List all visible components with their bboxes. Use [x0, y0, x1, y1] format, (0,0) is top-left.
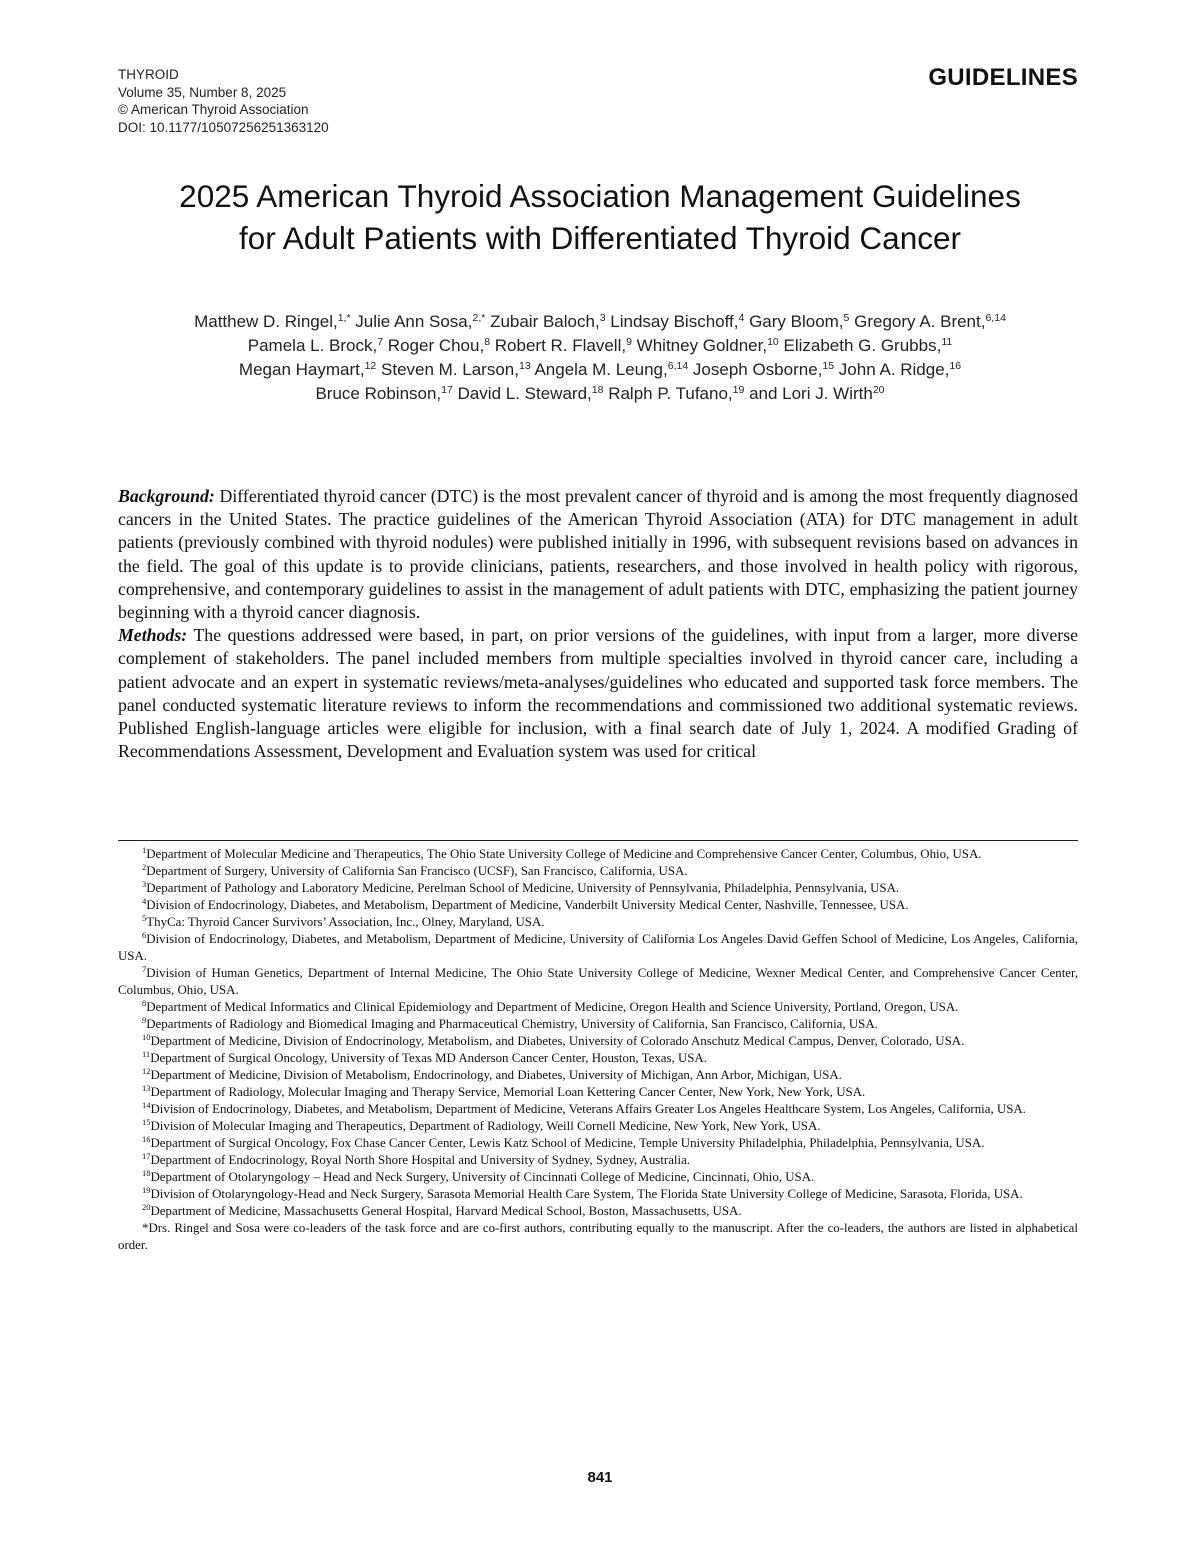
- footnote-text: Department of Surgical Oncology, Fox Chase Cancer Center, Lewis Katz School of Medicine, Temple University Philadelphia, Philadelphia, Pennsylvania, USA.: [150, 1136, 985, 1150]
- footnote-text: Division of Molecular Imaging and Therapeutics, Department of Radiology, Weill Cornell Medicine, New York, New York, USA.: [150, 1119, 821, 1133]
- author-name: Gregory A. Brent,: [854, 312, 986, 331]
- footnote-text: Department of Molecular Medicine and Therapeutics, The Ohio State University College of Medicine and Comprehensive Cancer Center, Columbus, Ohio, USA.: [146, 847, 982, 861]
- author-name: Bruce Robinson,: [315, 384, 442, 403]
- author-name: David L. Steward,: [457, 384, 592, 403]
- author-name: Roger Chou,: [387, 336, 485, 355]
- author-affiliation-marker: 12: [364, 360, 377, 372]
- affiliation-footnote: [118, 999, 1078, 1016]
- author-line: [60, 358, 1140, 382]
- footnote-number: 9: [142, 1015, 147, 1025]
- author-affiliation-marker: 11: [941, 336, 953, 348]
- footnote-number: 12: [142, 1066, 151, 1076]
- article-title-line-1: 2025 American Thyroid Association Management Guidelines: [179, 178, 1021, 214]
- footnote-number: 19: [142, 1185, 151, 1195]
- author-line: [60, 334, 1140, 358]
- author-affiliation-marker: 18: [591, 384, 604, 396]
- footnote-divider: [118, 840, 1078, 841]
- affiliation-footnote: [118, 1152, 1078, 1169]
- journal-copyright: © American Thyroid Association: [118, 102, 309, 117]
- footnote-number: 14: [142, 1100, 151, 1110]
- footnote-number: 2: [142, 862, 147, 872]
- author-affiliation-marker: 5: [843, 312, 850, 324]
- abstract-background: [118, 485, 1078, 624]
- author-affiliation-marker: 8: [484, 336, 491, 348]
- affiliation-footnote: [118, 1135, 1078, 1152]
- affiliation-footnote: [118, 846, 1078, 863]
- abstract: [118, 485, 1078, 763]
- journal-doi: DOI: 10.1177/10507256251363120: [118, 119, 329, 135]
- author-name: Julie Ann Sosa,: [355, 312, 473, 331]
- footnote-number: 5: [142, 913, 147, 923]
- author-affiliation-marker: 10: [767, 336, 779, 348]
- footnote-number: 10: [142, 1032, 151, 1042]
- background-text: Differentiated thyroid cancer (DTC) is the most prevalent cancer of thyroid and is among the most frequently diagnosed cancers in the United States. The practice guidelines of the American Thyroid Association (ATA) for DTC management in adult patients (previously combined with thyroid nodules) were published initially in 1996, with subsequent revisions based on advances in the field. The goal of this update is to provide clinicians, patients, researchers, and those involved in health policy with rigorous, comprehensive, and contemporary guidelines to assist in the management of adult patients with DTC, emphasizing the patient journey beginning with a thyroid cancer diagnosis.: [118, 486, 1078, 623]
- footnote-text: Department of Medicine, Division of Metabolism, Endocrinology, and Diabetes, University of Michigan, Ann Arbor, Michigan, USA.: [150, 1068, 842, 1082]
- author-list: [60, 310, 1140, 406]
- footnote-number: 6: [142, 930, 147, 940]
- author-name: Whitney Goldner,: [636, 336, 768, 355]
- author-affiliation-marker: 1,*: [337, 312, 351, 324]
- author-name: Angela M. Leung,: [534, 360, 668, 379]
- page-number: 841: [587, 1469, 613, 1486]
- affiliation-footnote: [118, 1067, 1078, 1084]
- author-name: Gary Bloom,: [749, 312, 844, 331]
- author-name: Zubair Baloch,: [490, 312, 600, 331]
- footnote-text: Department of Surgery, University of California San Francisco (UCSF), San Francisco, California, USA.: [146, 864, 688, 878]
- footnote-text: Department of Endocrinology, Royal North Shore Hospital and University of Sydney, Sydney, Australia.: [150, 1153, 691, 1167]
- footnote-text: Department of Medicine, Division of Endocrinology, Metabolism, and Diabetes, University of Colorado Anschutz Medical Campus, Denver, Colorado, USA.: [150, 1034, 965, 1048]
- footnote-text: Department of Radiology, Molecular Imaging and Therapy Service, Memorial Loan Kettering Cancer Center, New York, New York, USA.: [150, 1085, 866, 1099]
- author-name: Robert R. Flavell,: [494, 336, 627, 355]
- affiliation-footnote: [118, 1016, 1078, 1033]
- author-name: Matthew D. Ringel,: [194, 312, 338, 331]
- affiliation-footnote: [118, 897, 1078, 914]
- background-label: Background:: [118, 486, 215, 506]
- footnote-number: 11: [142, 1049, 151, 1059]
- footnote-text: Division of Endocrinology, Diabetes, and Metabolism, Department of Medicine, University of California Los Angeles David Geffen School of Medicine, Los Angeles, California, USA.: [118, 932, 1078, 963]
- author-name: Pamela L. Brock,: [247, 336, 378, 355]
- author-name: Megan Haymart,: [238, 360, 365, 379]
- author-name: Ralph P. Tufano,: [608, 384, 733, 403]
- affiliation-footnote: [118, 1033, 1078, 1050]
- footnote-number: 4: [142, 896, 147, 906]
- author-name: and Lori J. Wirth: [749, 384, 873, 403]
- author-name: Elizabeth G. Grubbs,: [783, 336, 942, 355]
- author-affiliation-marker: 6,14: [667, 360, 689, 372]
- author-affiliation-marker: 13: [518, 360, 531, 372]
- journal-metadata: [118, 66, 329, 136]
- article-title: [80, 175, 1120, 259]
- affiliation-footnote: [118, 1050, 1078, 1067]
- footnote-text: Department of Otolaryngology – Head and Neck Surgery, University of Cincinnati College of Medicine, Cincinnati, Ohio, USA.: [150, 1170, 815, 1184]
- footnote-text: Division of Endocrinology, Diabetes, and Metabolism, Department of Medicine, Vanderbilt University Medical Center, Nashville, Tennessee, USA.: [146, 898, 909, 912]
- affiliation-footnote: [118, 1203, 1078, 1220]
- footnote-text: Department of Medical Informatics and Clinical Epidemiology and Department of Medicine, Oregon Health and Science University, Portland, Oregon, USA.: [146, 1000, 959, 1014]
- footnote-text: *Drs. Ringel and Sosa were co-leaders of the task force and are co-first authors, contributing equally to the manuscript. After the co-leaders, the authors are listed in alphabetical order.: [118, 1221, 1078, 1252]
- footnote-text: ThyCa: Thyroid Cancer Survivors’ Association, Inc., Olney, Maryland, USA.: [146, 915, 545, 929]
- author-affiliation-marker: 6,14: [985, 312, 1006, 324]
- author-affiliation-marker: 2,*: [472, 312, 486, 324]
- author-affiliation-marker: 3: [599, 312, 606, 324]
- abstract-methods: [118, 624, 1078, 763]
- author-name: John A. Ridge,: [838, 360, 950, 379]
- footnote-number: 20: [142, 1202, 151, 1212]
- footnote-text: Division of Human Genetics, Department of Internal Medicine, The Ohio State University College of Medicine, Wexner Medical Center, and Comprehensive Cancer Center, Columbus, Ohio, USA.: [118, 966, 1078, 997]
- footnote-text: Departments of Radiology and Biomedical Imaging and Pharmaceutical Chemistry, University of California, San Francisco, California, USA.: [146, 1017, 878, 1031]
- author-affiliation-marker: 9: [626, 336, 632, 348]
- journal-volume: Volume 35, Number 8, 2025: [118, 84, 287, 100]
- footnote-text: Division of Endocrinology, Diabetes, and Metabolism, Department of Medicine, Veterans Affairs Greater Los Angeles Healthcare System, Los Angeles, California, USA.: [150, 1102, 1026, 1116]
- methods-text: The questions addressed were based, in part, on prior versions of the guidelines, with input from a larger, more diverse complement of stakeholders. The panel included members from multiple specialties involved in thyroid cancer care, including a patient advocate and an expert in systematic reviews/meta-analyses/guidelines who educated and supported task force members. The panel conducted systematic literature reviews to inform the recommendations and commissioned two additional systematic reviews. Published English-language articles were eligible for inclusion, with a final search date of July 1, 2024. A modified Grading of Recommendations Assessment, Development and Evaluation system was used for critical: [118, 625, 1079, 762]
- footnote-text: Department of Pathology and Laboratory Medicine, Perelman School of Medicine, University of Pennsylvania, Philadelphia, Pennsylvania, USA.: [146, 881, 900, 895]
- affiliation-footnote: [118, 1101, 1078, 1118]
- footnote-number: 15: [142, 1117, 151, 1127]
- author-affiliation-marker: 17: [441, 384, 453, 396]
- affiliation-footnote: [118, 931, 1078, 965]
- footnote-text: Department of Medicine, Massachusetts General Hospital, Harvard Medical School, Boston, Massachusetts, USA.: [150, 1204, 742, 1218]
- affiliation-footnote: [118, 863, 1078, 880]
- affiliation-footnote: [118, 1186, 1078, 1203]
- affiliation-footnote: [118, 1169, 1078, 1186]
- author-affiliation-marker: 15: [822, 360, 835, 372]
- author-name: Steven M. Larson,: [381, 360, 519, 379]
- author-affiliation-marker: 7: [377, 336, 384, 348]
- affiliation-footnote: [118, 1118, 1078, 1135]
- affiliation-footnote: [118, 914, 1078, 931]
- affiliation-footnote: [118, 1084, 1078, 1101]
- journal-name: THYROID: [118, 67, 179, 82]
- footnote-number: 1: [142, 845, 147, 855]
- methods-label: Methods:: [118, 625, 188, 646]
- author-name: Joseph Osborne,: [692, 360, 823, 379]
- author-affiliation-marker: 4: [738, 312, 745, 324]
- footnote-number: 17: [142, 1151, 151, 1161]
- footnote-number: 16: [142, 1134, 151, 1144]
- article-title-line-2: for Adult Patients with Differentiated Thyroid Cancer: [239, 220, 961, 256]
- author-line: [60, 310, 1140, 334]
- affiliation-footnote: [118, 880, 1078, 897]
- author-affiliation-marker: 19: [732, 384, 745, 396]
- section-label: GUIDELINES: [928, 64, 1078, 91]
- footnote-number: 8: [142, 998, 147, 1008]
- affiliation-footnote: [118, 1220, 1078, 1254]
- footnote-number: 13: [142, 1083, 151, 1093]
- author-affiliation-marker: 20: [872, 384, 885, 396]
- author-name: Lindsay Bischoff,: [610, 312, 739, 331]
- affiliation-footnote: [118, 965, 1078, 999]
- footnote-number: 18: [142, 1168, 151, 1178]
- affiliations-footnotes: [118, 846, 1078, 1254]
- footnote-text: Division of Otolaryngology-Head and Neck Surgery, Sarasota Memorial Health Care System, The Florida State University College of Medicine, Sarasota, Florida, USA.: [150, 1187, 1023, 1201]
- author-affiliation-marker: 16: [949, 360, 962, 372]
- footnote-text: Department of Surgical Oncology, University of Texas MD Anderson Cancer Center, Houston, Texas, USA.: [150, 1051, 707, 1065]
- author-line: [60, 382, 1140, 406]
- footnote-number: 3: [142, 879, 147, 889]
- footnote-number: 7: [142, 964, 147, 974]
